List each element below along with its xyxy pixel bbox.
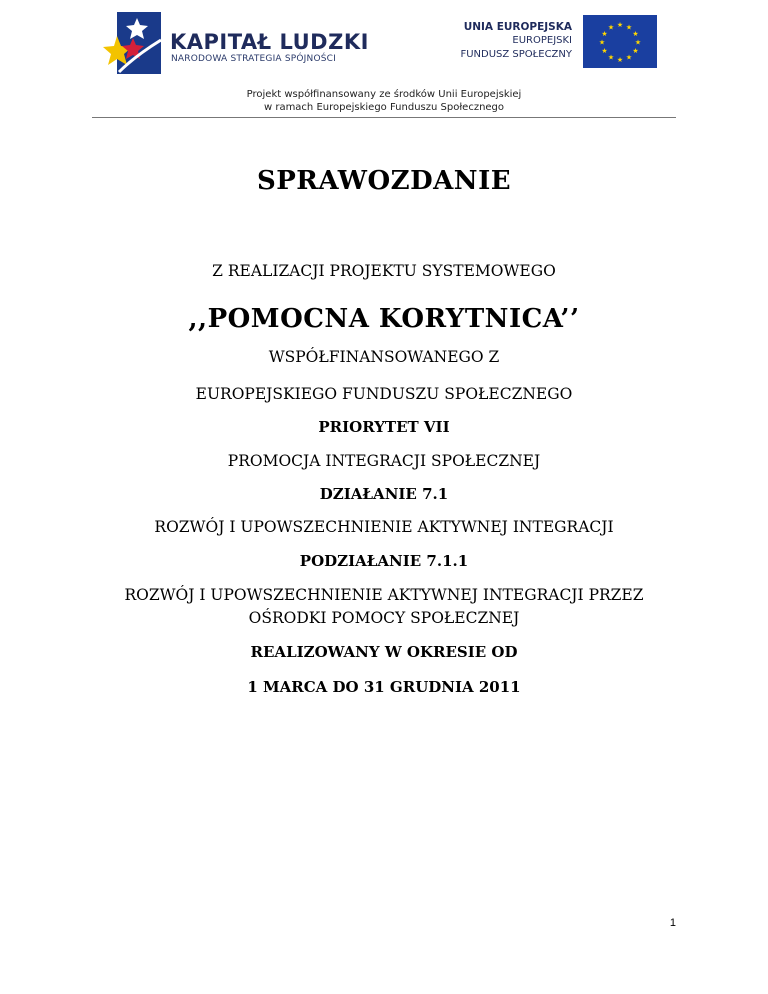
svg-text:★: ★ — [625, 23, 633, 32]
subaction-name-line-1: ROZWÓJ I UPOWSZECHNIENIE AKTYWNEJ INTEGRACJI PRZEZ — [124, 586, 644, 604]
cofinancing-note — [0, 88, 768, 114]
period-label: REALIZOWANY W OKRESIE OD — [250, 643, 518, 661]
cofinanced-line-1: WSPÓŁFINANSOWANEGO Z — [268, 348, 500, 366]
subaction-label: PODZIAŁANIE 7.1.1 — [299, 552, 469, 570]
cofinanced-line-2: EUROPEJSKIEGO FUNDUSZU SPOŁECZNEGO — [195, 385, 573, 403]
cofinancing-note-line-1: Projekt współfinansowany ze środków Unii Europejskiej — [246, 89, 522, 100]
priority-name: PROMOCJA INTEGRACJI SPOŁECZNEJ — [227, 452, 541, 470]
project-name: ,,POMOCNA KORYTNICA’’ — [188, 304, 580, 334]
eu-flag-icon — [583, 15, 657, 68]
period-dates: 1 MARCA DO 31 GRUDNIA 2011 — [247, 678, 521, 696]
eu-fund-label-1: EUROPEJSKI — [512, 35, 572, 46]
priority-label: PRIORYTET VII — [318, 418, 450, 436]
svg-text:★: ★ — [601, 47, 608, 55]
svg-text:★: ★ — [632, 47, 639, 55]
svg-text:★: ★ — [625, 53, 633, 62]
cofinancing-note-line-2: w ramach Europejskiego Funduszu Społecznego — [263, 102, 505, 113]
eu-union-label: UNIA EUROPEJSKA — [463, 21, 572, 33]
svg-text:★: ★ — [632, 30, 639, 38]
document-title: SPRAWOZDANIE — [256, 166, 512, 196]
page-number: 1 — [669, 917, 676, 929]
action-name: ROZWÓJ I UPOWSZECHNIENIE AKTYWNEJ INTEGRACJI — [154, 518, 614, 536]
document-subtitle: Z REALIZACJI PROJEKTU SYSTEMOWEGO — [212, 262, 556, 280]
svg-text:★: ★ — [616, 21, 624, 29]
svg-text:★: ★ — [616, 56, 624, 64]
page-header — [0, 0, 768, 120]
svg-text:★: ★ — [607, 53, 615, 62]
action-label: DZIAŁANIE 7.1 — [319, 485, 449, 503]
svg-text:★: ★ — [607, 23, 615, 32]
svg-text:★: ★ — [601, 30, 608, 38]
svg-text:★: ★ — [634, 38, 642, 47]
kapital-ludzki-subtitle: NARODOWA STRATEGIA SPÓJNOŚCI — [171, 54, 336, 64]
subaction-name-line-2: OŚRODKI POMOCY SPOŁECZNEJ — [248, 609, 520, 627]
kapital-ludzki-logo-icon — [103, 10, 163, 76]
eu-text-block — [460, 20, 572, 62]
kapital-ludzki-title: KAPITAŁ LUDZKI — [170, 30, 369, 54]
header-divider — [92, 117, 676, 118]
eu-fund-label-2: FUNDUSZ SPOŁECZNY — [460, 49, 572, 60]
svg-text:★: ★ — [598, 38, 606, 47]
